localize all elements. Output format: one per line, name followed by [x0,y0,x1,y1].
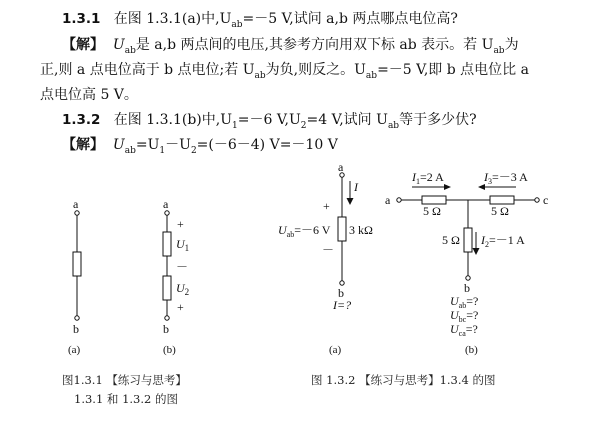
fig2b-i1: $I_1=2$ A [412,170,444,186]
fig2a-plus: + [323,199,330,213]
fig1b-u1: $U_1$ [176,237,190,253]
fig2b-node-c: c [543,193,549,207]
fig1a-node-a: a [73,197,79,211]
fig2a-resistance: 3 kΩ [349,223,373,237]
fig2a-question: I=? [333,298,352,312]
fig1b-minus: － [176,260,189,274]
fig2b-i3: $I_3=-3$ A [484,170,528,186]
solution-1-3-2: 【解】 $U_{ab}=U_1-U_2=(-6-4)$ V=－10 V [62,137,338,156]
fig1b-plus-bottom: + [177,300,184,314]
fig2b-r1: 5 Ω [423,204,441,218]
solution-1-3-1-line3: 点电位高 5 V。 [40,87,138,103]
fig1b-node-b: b [163,322,169,336]
fig2b-q-ubc: $U_{bc}=$? [450,308,479,324]
solution-1-3-1-line1: 【解】 $U_{ab}$是 a,b 两点间的电压,其参考方向用双下标 ab 表示。若 $U_{ab}$为 [62,37,519,56]
fig1a-tag: (a) [68,344,81,356]
fig2b-tag: (b) [465,344,478,356]
fig2a-current-I: I [354,180,358,194]
fig2a-node-b: b [338,286,344,300]
fig2b-q-uab: $U_{ab}=$? [450,294,479,310]
fig2b-node-b: b [464,281,470,295]
fig1b-plus-top: + [177,217,184,231]
problem-1-3-1: 1.3.1 在图 1.3.1(a)中$,U_{ab}=-5$ V,试问 a,b 两点哪点电位高? [62,11,458,30]
fig1b-node-a: a [163,197,169,211]
fig-1-3-1a [73,211,81,320]
fig2a-node-a: a [338,160,344,174]
caption-fig-1-3-2: 图 1.3.2 【练习与思考】1.3.4 的图 [311,373,496,387]
fig2b-node-a: a [385,193,391,207]
fig1a-node-b: b [73,322,79,336]
fig1b-tag: (b) [163,344,176,356]
fig2a-uab: $U_{ab}=-6$ V [278,223,331,239]
fig2a-tag: (a) [329,344,342,356]
fig2b-r2: 5 Ω [491,204,509,218]
problem-1-3-2: 1.3.2 在图 1.3.1(b)中$,U_1=-6$ $V,U_2=4$ V,试问 $U_{ab}$等于多少伏? [62,112,477,131]
fig1b-u2: $U_2$ [176,281,190,297]
caption-fig-1-3-1-line1: 图1.3.1 【练习与思考】 [62,373,187,387]
caption-fig-1-3-1-line2: 1.3.1 和 1.3.2 的图 [74,392,178,406]
fig-1-3-1b [163,211,171,320]
fig2b-q-uca: $U_{ca}=$? [450,322,478,338]
fig2a-minus: － [322,243,335,257]
solution-1-3-1-line2: 正,则 a 点电位高于 b 点电位;若 $U_{ab}$为负,则反之。$U_{ab}=-5$ V,即 b 点电位比 a [40,62,529,81]
fig2b-r3: 5 Ω [442,233,460,247]
fig2b-i2: $I_2=-1$ A [481,233,525,249]
